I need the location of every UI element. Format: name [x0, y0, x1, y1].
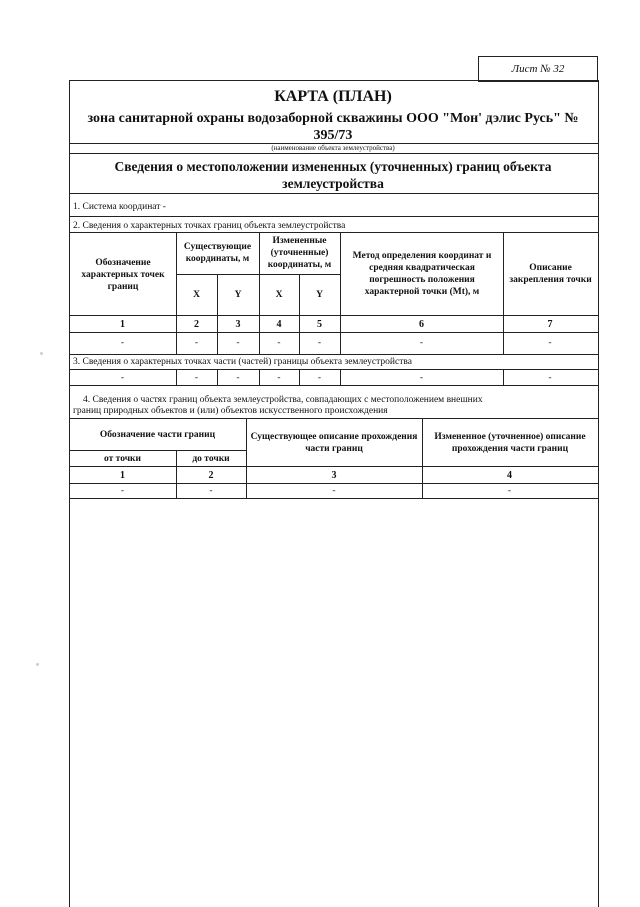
section2-heading: 2. Сведения о характерных точках границ объекта землеустройства	[73, 221, 346, 231]
col-number: 5	[317, 318, 322, 330]
col-from-point-header: от точки	[103, 453, 142, 464]
page-title: КАРТА (ПЛАН)	[274, 88, 392, 105]
object-name-line2: 395/73	[313, 128, 353, 143]
col-number: 7	[547, 318, 553, 330]
table-cell: -	[120, 338, 125, 348]
object-caption: (наименование объекта землеустройства)	[271, 144, 395, 152]
col-changed-description-header: Измененное (уточненное) описание прохождения части границ	[434, 431, 586, 454]
section-heading-line1: Сведения о местоположении измененных (уточненных) границ объекта	[114, 159, 552, 174]
table-cell: -	[194, 338, 199, 348]
col-description-header: Описание закрепления точки	[509, 263, 592, 285]
table-cell: -	[277, 338, 281, 348]
col-number: 1	[120, 318, 125, 330]
table-line	[69, 354, 598, 355]
coordinate-system: 1. Система координат -	[73, 202, 166, 212]
table-cell: -	[548, 338, 552, 348]
table-cell: -	[277, 372, 281, 383]
scan-mark	[40, 352, 43, 355]
section4-heading-line2: границ природных объектов и (или) объектов искусственного происхождения	[73, 406, 388, 416]
col-y-changed: Y	[316, 290, 323, 300]
col-number: 4	[276, 318, 282, 330]
col-number: 4	[507, 469, 512, 481]
col-changed-coords-header: Измененные (уточненные) координаты, м	[267, 236, 332, 270]
table-cell: -	[419, 372, 424, 383]
divider	[69, 216, 598, 217]
col-existing-coords-header: Существующие координаты, м	[183, 242, 252, 264]
scan-mark	[36, 663, 39, 666]
table-cell: -	[317, 338, 322, 348]
table-cell: -	[236, 372, 240, 383]
col-y-existing: Y	[234, 290, 242, 300]
col-number: 3	[331, 469, 337, 481]
col-to-point-header: до точки	[192, 453, 230, 464]
table-cell: -	[332, 486, 336, 496]
section3-heading: 3. Сведения о характерных точках части (частей) границы объекта землеустройства	[73, 357, 412, 367]
table-cell: -	[236, 338, 240, 348]
object-name-line1: зона санитарной охраны водозаборной скважины ООО "Мон' дэлис Русь" №	[87, 111, 579, 126]
table-cell: -	[548, 372, 552, 383]
sheet-number: Лист № 32	[478, 56, 598, 82]
table-cell: -	[419, 338, 424, 348]
col-existing-description-header: Существующее описание прохождения части границ	[250, 431, 418, 454]
table-cell: -	[317, 372, 322, 383]
table-cell: -	[120, 486, 125, 496]
divider	[69, 193, 598, 194]
col-x-existing: X	[193, 290, 200, 300]
divider	[69, 153, 598, 154]
table-line	[69, 498, 598, 499]
table-cell: -	[120, 372, 125, 383]
col-number: 3	[235, 318, 241, 330]
col-designation-header: Обозначение характерных точек границ	[81, 258, 165, 292]
table-line	[69, 385, 598, 386]
table-cell: -	[194, 372, 199, 383]
col-x-changed: X	[275, 290, 283, 300]
section4-heading-line1: 4. Сведения о частях границ объекта землеустройства, совпадающих с местоположением внешних	[83, 395, 483, 405]
table-cell: -	[209, 486, 213, 496]
col-number: 2	[194, 318, 199, 330]
section-heading-line2: землеустройства	[282, 176, 384, 191]
col-number: 2	[208, 469, 214, 481]
col-number: 6	[419, 318, 424, 330]
col-number: 1	[120, 469, 125, 481]
table-cell: -	[507, 486, 512, 496]
col-method-header: Метод определения координат и средняя квадратическая погрешность положения характерной точки (Mt), м	[352, 251, 492, 297]
col-part-header: Обозначение части границ	[99, 429, 216, 440]
